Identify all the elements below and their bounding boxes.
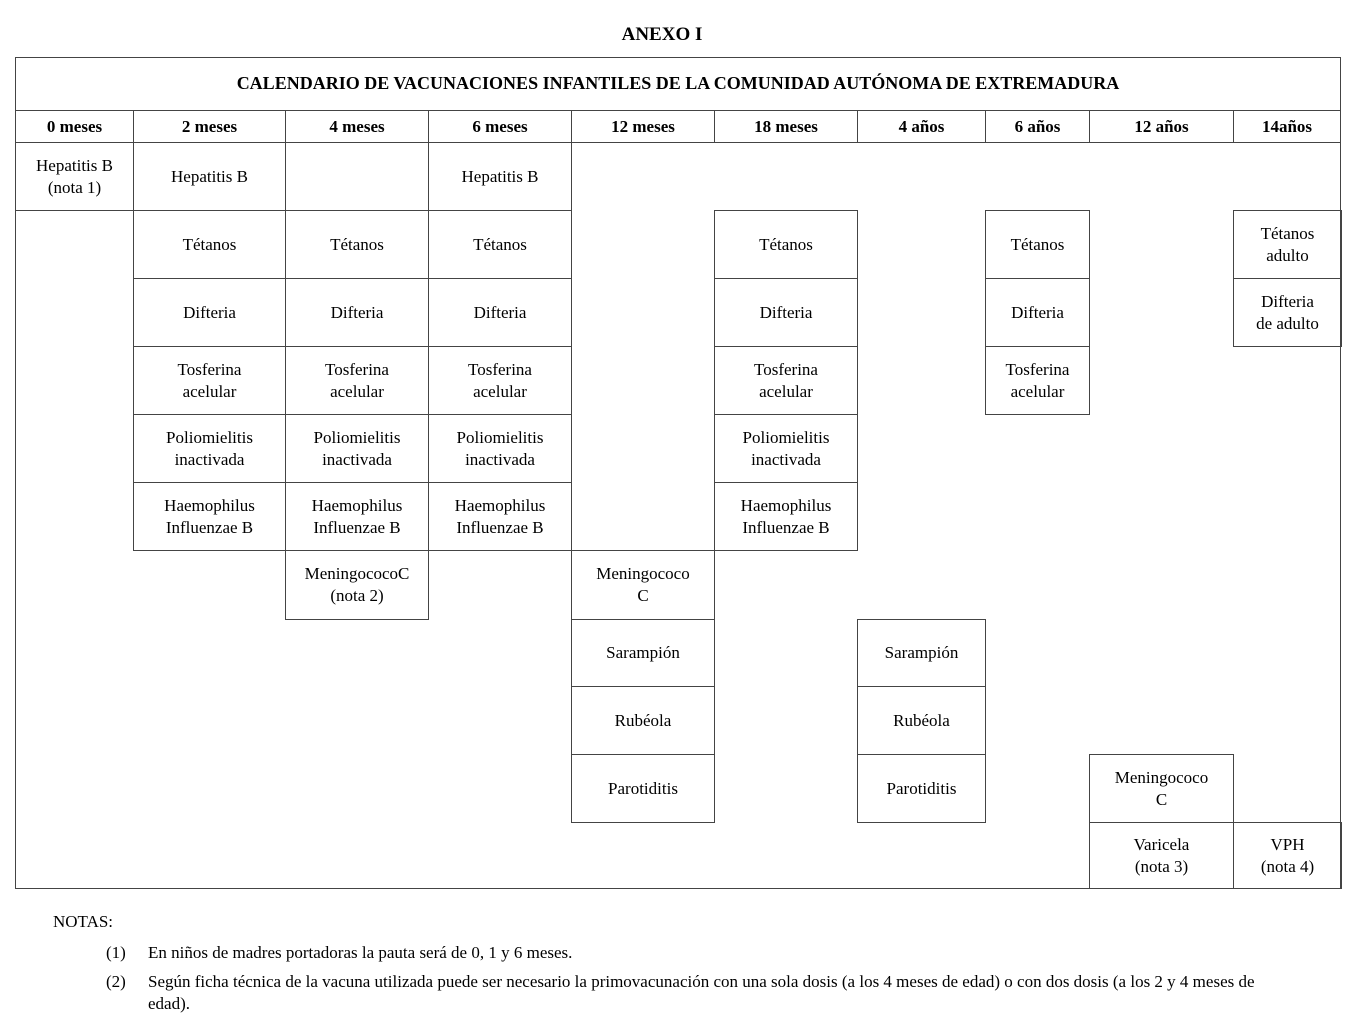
vaccine-cell: Difteria — [133, 278, 286, 347]
table-title: CALENDARIO DE VACUNACIONES INFANTILES DE LA COMUNIDAD AUTÓNOMA DE EXTREMADURA — [15, 57, 1341, 111]
column-header: 6 meses — [428, 111, 571, 143]
note-text: En niños de madres portadoras la pauta será de 0, 1 y 6 meses. — [148, 943, 573, 962]
vaccine-cell: Meningococo C — [1089, 754, 1234, 823]
note-number: (2) — [106, 972, 126, 991]
vaccine-cell: Tétanos — [985, 210, 1090, 279]
note-item — [106, 942, 1306, 966]
vaccine-cell: Tétanos adulto — [1233, 210, 1342, 279]
vaccine-cell: Haemophilus Influenzae B — [428, 482, 572, 551]
vaccine-cell: Difteria — [985, 278, 1090, 347]
vaccine-cell: Tétanos — [133, 210, 286, 279]
vaccine-cell: Poliomielitis inactivada — [285, 414, 429, 483]
vaccine-cell: Haemophilus Influenzae B — [133, 482, 286, 551]
vaccine-cell: Difteria — [428, 278, 572, 347]
vaccine-cell: Haemophilus Influenzae B — [714, 482, 858, 551]
column-header: 18 meses — [714, 111, 857, 143]
vaccine-cell: Sarampión — [857, 619, 986, 687]
column-header: 2 meses — [133, 111, 285, 143]
column-header: 14años — [1233, 111, 1340, 143]
vaccine-cell: Tétanos — [285, 210, 429, 279]
vaccine-cell: Rubéola — [857, 686, 986, 755]
column-header: 12 años — [1089, 111, 1233, 143]
vaccine-cell: Poliomielitis inactivada — [714, 414, 858, 483]
vaccine-cell: Rubéola — [571, 686, 715, 755]
vaccine-cell: Parotiditis — [857, 754, 986, 823]
vaccine-cell: Tosferina acelular — [285, 346, 429, 415]
vaccine-cell: Sarampión — [571, 619, 715, 687]
column-header: 4 años — [857, 111, 985, 143]
vaccine-cell: Difteria de adulto — [1233, 278, 1342, 347]
note-number: (1) — [106, 943, 126, 962]
vaccine-cell: Hepatitis B — [428, 142, 572, 211]
vaccine-cell: Haemophilus Influenzae B — [285, 482, 429, 551]
vaccine-cell: Parotiditis — [571, 754, 715, 823]
vaccine-cell: Tosferina acelular — [714, 346, 858, 415]
vaccine-cell: Hepatitis B (nota 1) — [15, 142, 134, 211]
vaccine-cell: Hepatitis B — [133, 142, 286, 211]
notes-title: NOTAS: — [53, 912, 114, 931]
vaccine-cell: MeningococoC (nota 2) — [285, 550, 429, 620]
annex-title: ANEXO I — [621, 24, 703, 45]
vaccine-cell: Tosferina acelular — [985, 346, 1090, 415]
vaccine-cell: Tétanos — [714, 210, 858, 279]
empty-cell — [285, 142, 429, 211]
vaccine-cell: Difteria — [285, 278, 429, 347]
vaccine-cell: Poliomielitis inactivada — [428, 414, 572, 483]
vaccine-cell: VPH (nota 4) — [1233, 822, 1342, 889]
vaccine-cell: Tosferina acelular — [428, 346, 572, 415]
vaccine-cell: Tétanos — [428, 210, 572, 279]
column-header: 4 meses — [285, 111, 428, 143]
column-header: 12 meses — [571, 111, 714, 143]
vaccine-cell: Meningococo C — [571, 550, 715, 620]
vaccine-cell: Difteria — [714, 278, 858, 347]
vaccine-cell: Varicela (nota 3) — [1089, 822, 1234, 889]
column-header: 0 meses — [16, 111, 133, 143]
column-header: 6 años — [985, 111, 1089, 143]
note-item — [106, 971, 1306, 1017]
vaccine-cell: Tosferina acelular — [133, 346, 286, 415]
vaccine-cell: Poliomielitis inactivada — [133, 414, 286, 483]
note-text: Según ficha técnica de la vacuna utilizada puede ser necesario la primovacunación con una sola dosis (a los 4 meses de edad) o con dos dosis (a los 2 y 4 meses de edad). — [148, 972, 1255, 1013]
